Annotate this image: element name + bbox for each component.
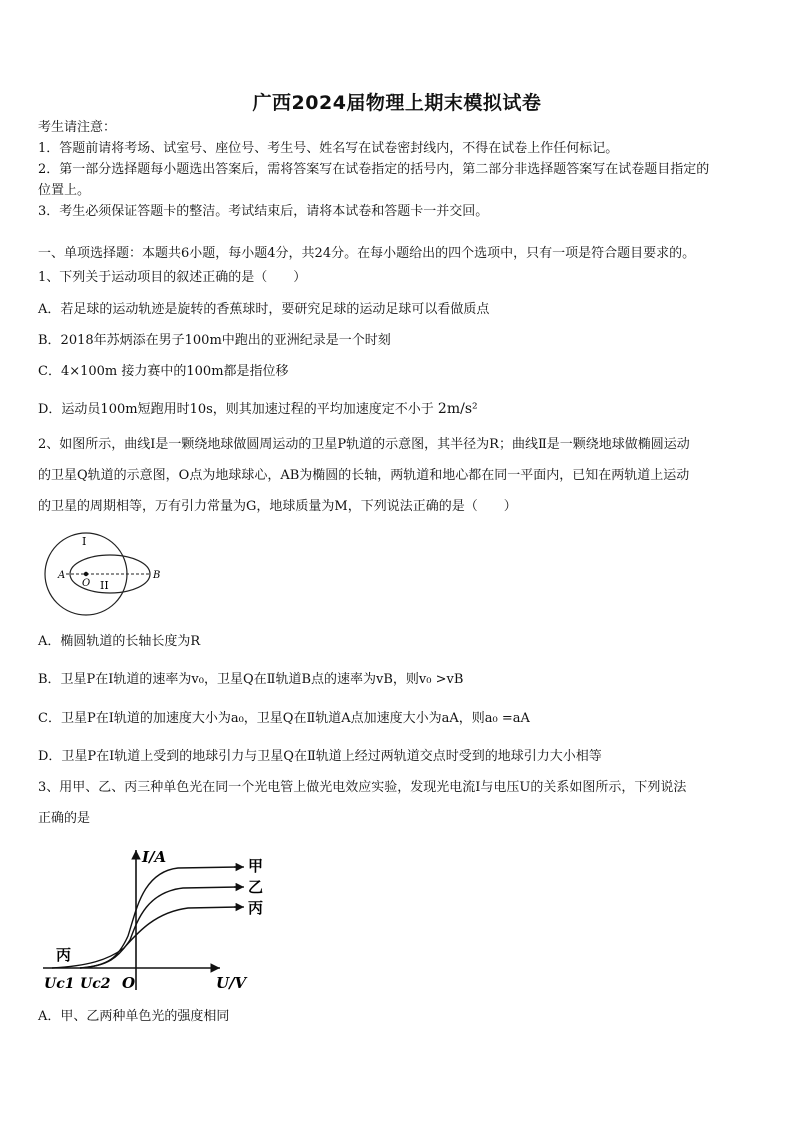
notice-item-2: 2．第一部分选择题每小题选出答案后，需将答案写在试卷指定的括号内，第二部分非选择题答案写在试卷题目指定的 — [38, 162, 710, 177]
orbit-diagram — [38, 526, 178, 626]
q2-option-d: D．卫星P在Ⅰ轨道上受到的地球引力与卫星Q在Ⅱ轨道上经过两轨道交点时受到的地球引力大小相等 — [38, 749, 602, 764]
notice-item-2-cont: 位置上。 — [38, 183, 91, 198]
uc1-label: Uc1 — [44, 976, 75, 992]
y-axis-label: I/A — [142, 848, 167, 866]
q1-stem: 1、下列关于运动项目的叙述正确的是（ ） — [38, 270, 307, 285]
page-title: 广西2024届物理上期末模拟试卷 — [252, 92, 542, 114]
point-label-a: A — [58, 570, 66, 581]
section-heading: 一、单项选择题：本题共6小题，每小题4分，共24分。在每小题给出的四个选项中，只有一项是符合题目要求的。 — [38, 246, 696, 261]
q1-option-d-text: D．运动员100m短跑用时10s，则其加速过程的平均加速度定不小于 — [38, 402, 434, 417]
origin-label: O — [122, 974, 136, 992]
q3-stem-2: 正确的是 — [38, 811, 91, 826]
x-axis-label: U/V — [216, 974, 247, 992]
point-label-b: B — [153, 570, 161, 581]
uc2-label: Uc2 — [80, 976, 111, 992]
q2-option-a: A．椭圆轨道的长轴长度为R — [38, 634, 201, 649]
orbit-label-ii: II — [100, 579, 109, 592]
curve-bing — [52, 907, 238, 968]
q1-option-a: A．若足球的运动轨迹是旋转的香蕉球时，要研究足球的运动足球可以看做质点 — [38, 302, 490, 317]
q3-option-a: A．甲、乙两种单色光的强度相同 — [38, 1009, 230, 1024]
q2-stem-3: 的卫星的周期相等，万有引力常量为G，地球质量为M，下列说法正确的是（ ） — [38, 499, 517, 514]
orbit-label-i: I — [82, 535, 87, 548]
q2-option-b: B．卫星P在Ⅰ轨道的速率为v₀，卫星Q在Ⅱ轨道B点的速率为vB，则v₀ >vB — [38, 672, 464, 687]
notice-item-3: 3．考生必须保证答题卡的整洁。考试结束后，请将本试卷和答题卡一并交回。 — [38, 204, 489, 219]
q1-option-c: C．4×100m 接力赛中的100m都是指位移 — [38, 364, 289, 379]
point-label-o: O — [82, 578, 91, 589]
q1-option-b: B．2018年苏炳添在男子100m中跑出的亚洲纪录是一个时刻 — [38, 333, 391, 348]
notice-item-1: 1．答题前请将考场、试室号、座位号、考生号、姓名写在试卷密封线内，不得在试卷上作任何标记。 — [38, 141, 619, 156]
q2-stem-1: 2、如图所示，曲线Ⅰ是一颗绕地球做圆周运动的卫星P轨道的示意图，其半径为R；曲线Ⅱ是一颗绕地球做椭圆运动 — [38, 437, 690, 452]
series-label-bing: 丙 — [248, 899, 264, 917]
photocurrent-graph — [38, 840, 268, 1000]
series-label-yi: 乙 — [248, 878, 264, 896]
curve-yi — [80, 887, 238, 968]
q1-option-d — [38, 399, 764, 420]
q2-option-c: C．卫星P在Ⅰ轨道的加速度大小为a₀，卫星Q在Ⅱ轨道A点加速度大小为aA，则a₀ =aA — [38, 711, 530, 726]
q2-stem-2: 的卫星Q轨道的示意图，O点为地球球心，AB为椭圆的长轴，两轨道和地心都在同一平面内，已知在两轨道上运动 — [38, 468, 690, 483]
q1-option-d-unit: 2m/s² — [437, 401, 478, 417]
earth-center-dot — [84, 572, 88, 576]
notice-heading: 考生请注意： — [38, 120, 117, 135]
series-label-jia: 甲 — [248, 857, 264, 875]
q3-stem-1: 3、用甲、乙、丙三种单色光在同一个光电管上做光电效应实验，发现光电流I与电压U的关系如图所示，下列说法 — [38, 780, 687, 795]
series-label-bing-left: 丙 — [56, 946, 72, 964]
